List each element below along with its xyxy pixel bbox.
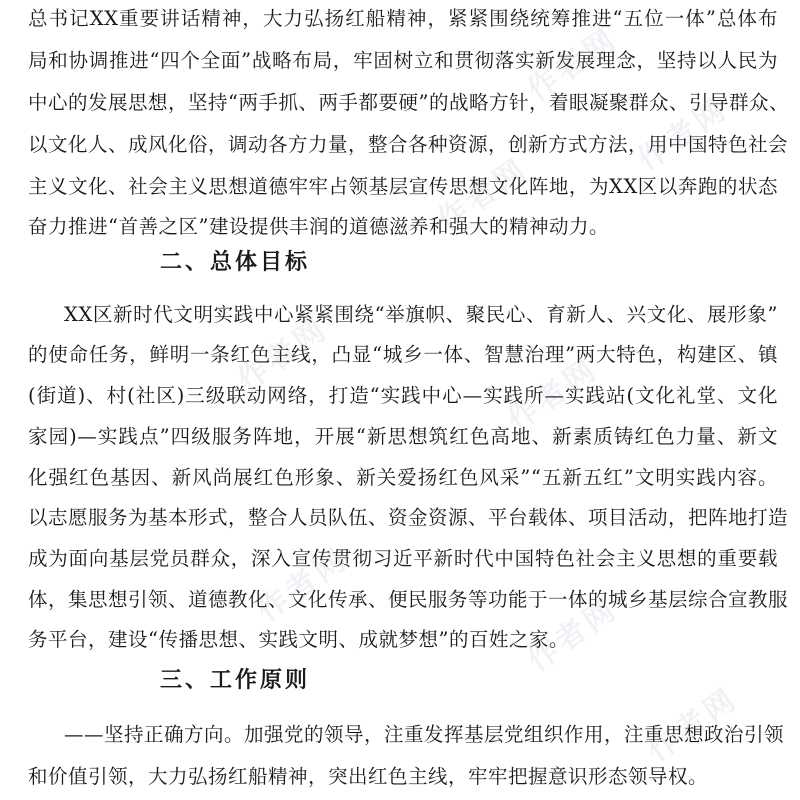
paragraph-2-line-5: 化强红色基因、新风尚展红色形象、新关爱扬红色风采”“五新五红”文明实践内容。 [28,466,778,489]
watermark-text: 作者网 [521,591,625,679]
paragraph-3-line-1: ——坚持正确方向。加强党的领导，注重发挥基层党组织作用，注重思想政治引领 [64,723,785,746]
paragraph-2-line-2: 的使命任务，鲜明一条红色主线，凸显“城乡一体、智慧治理”两大特色，构建区、镇 [28,343,778,366]
watermark-text: 作者网 [631,91,735,179]
paragraph-2-line-6: 以志愿服务为基本形式，整合人员队伍、资金资源、平台载体、项目活动，把阵地打造 [28,506,789,529]
paragraph-2-line-7: 成为面向基层党员群众，深入宣传贯彻习近平新时代中国特色社会主义思想的重要载 [28,547,778,570]
paragraph-1-line-5: 主义文化、社会主义思想道德牢牢占领基层宣传思想文化阵地，为XX区以奔跑的状态 [28,175,778,198]
watermark-text: 作者网 [231,311,335,399]
paragraph-2-line-4: 家园)—实践点”四级服务阵地，开展“新思想筑红色高地、新素质铸红色力量、新文 [28,425,778,448]
paragraph-1-line-2: 局和协调推进“四个全面”战略布局，牢固树立和贯彻落实新发展理念，坚持以人民为 [28,49,778,72]
paragraph-2-line-8: 体，集思想引领、道德教化、文化传承、便民服务等功能于一体的城乡基层综合宣教服 [28,588,789,611]
paragraph-1-line-3: 中心的发展思想，坚持“两手抓、两手都要硬”的战略方针，着眼凝聚群众、引导群众、 [28,91,789,114]
paragraph-1-line-1: 总书记XX重要讲话精神，大力弘扬红船精神，紧紧围绕统筹推进“五位一体”总体布 [28,7,778,30]
paragraph-1-line-4: 以文化人、成风化俗，调动各方力量，整合各种资源，创新方式方法，用中国特色社会 [28,133,789,156]
section-heading-3: 三、工作原则 [160,668,311,693]
paragraph-2-line-3: (街道)、村(社区)三级联动网络，打造“实践中心—实践所—实践站(文化礼堂、文化 [28,384,778,407]
watermark-text: 作者网 [431,151,535,239]
paragraph-2-line-9: 务平台，建设“传播思想、实践文明、成就梦想”的百姓之家。 [28,628,569,651]
section-heading-2: 二、总体目标 [160,250,311,275]
paragraph-2-line-1: XX区新时代文明实践中心紧紧围绕“举旗帜、聚民心、育新人、兴文化、展形象” [64,303,778,326]
paragraph-1-line-6: 奋力推进“首善之区”建设提供丰润的道德滋养和强大的精神动力。 [28,215,609,238]
watermark-text: 作者网 [641,681,745,769]
watermark-text: 作者网 [521,21,625,109]
watermark-text: 作者网 [501,351,605,439]
watermark-text: 作者网 [251,541,355,629]
paragraph-3-line-2: 和价值引领，大力弘扬红船精神，突出红色主线，牢牢把握意识形态领导权。 [28,765,709,788]
